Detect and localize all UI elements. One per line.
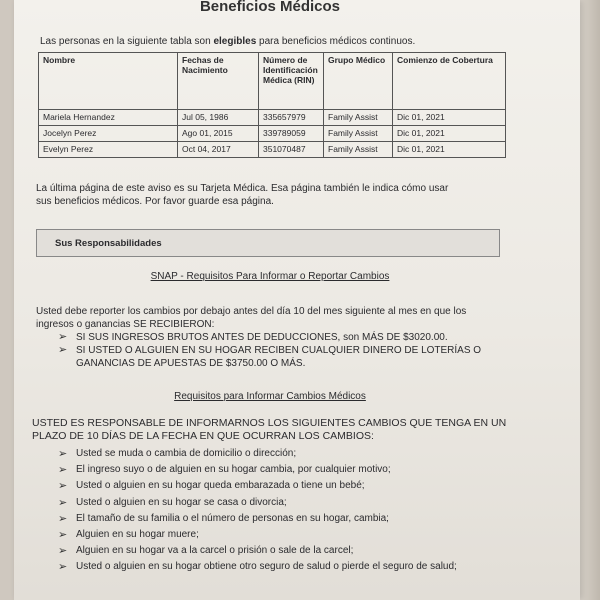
- table-cell: Dic 01, 2021: [393, 142, 506, 158]
- snap-section-title: SNAP - Requisitos Para Informar o Reportar Cambios: [150, 271, 390, 282]
- responsibilities-header-box: [36, 229, 500, 257]
- table-cell: Family Assist: [324, 142, 393, 158]
- list-item-text: Alguien en su hogar muere;: [76, 529, 199, 541]
- snap-requirements-list: [58, 331, 506, 370]
- table-row: [39, 142, 506, 158]
- page-title: Beneficios Médicos: [199, 0, 341, 15]
- list-item: [58, 495, 518, 511]
- arrow-bullet-icon: ➢: [58, 561, 68, 574]
- intro-prefix: Las personas en la siguiente tabla son: [40, 36, 214, 47]
- table-cell: Dic 01, 2021: [393, 110, 506, 126]
- list-item-text: El ingreso suyo o de alguien en su hogar cambia, por cualquier motivo;: [76, 464, 391, 476]
- list-item: [58, 462, 518, 478]
- medical-section-title: Requisitos para Informar Cambios Médicos: [174, 391, 366, 402]
- list-item: [58, 559, 518, 575]
- arrow-bullet-icon: ➢: [58, 512, 68, 525]
- table-row: [39, 110, 506, 126]
- arrow-bullet-icon: ➢: [58, 480, 68, 493]
- arrow-bullet-icon: ➢: [58, 529, 68, 542]
- column-header: Comienzo de Cobertura: [393, 53, 506, 110]
- column-header: Fechas de Nacimiento: [178, 53, 259, 110]
- arrow-bullet-icon: ➢: [58, 464, 68, 477]
- table-cell: Oct 04, 2017: [178, 142, 259, 158]
- table-cell: Dic 01, 2021: [393, 126, 506, 142]
- list-item: [58, 511, 518, 527]
- column-header: Número de Identificación Médica (RIN): [259, 53, 324, 110]
- table-cell: Jocelyn Perez: [39, 126, 178, 142]
- table-row: [39, 126, 506, 142]
- list-item-text: Usted o alguien en su hogar se casa o divorcia;: [76, 496, 287, 508]
- arrow-bullet-icon: ➢: [58, 545, 68, 558]
- background-edge: [580, 0, 600, 600]
- list-item: [58, 344, 506, 370]
- column-header: Grupo Médico: [324, 53, 393, 110]
- arrow-bullet-icon: ➢: [58, 344, 68, 356]
- list-item-text: SI USTED O ALGUIEN EN SU HOGAR RECIBEN CUALQUIER DINERO DE LOTERÍAS O GANANCIAS DE APUESTAS DE $3750.00 O MÁS.: [76, 345, 482, 369]
- list-item: [58, 543, 518, 559]
- table-cell: Ago 01, 2015: [178, 126, 259, 142]
- table-cell: Evelyn Perez: [39, 142, 178, 158]
- medical-changes-list: [58, 446, 518, 576]
- list-item-text: Usted o alguien en su hogar queda embarazada o tiene un bebé;: [76, 480, 365, 492]
- list-item: [58, 527, 518, 543]
- table-cell: Family Assist: [324, 126, 393, 142]
- table-cell: Jul 05, 1986: [178, 110, 259, 126]
- intro-text: [40, 36, 415, 47]
- list-item-text: Usted se muda o cambia de domicilio o dirección;: [76, 448, 297, 459]
- list-item: [58, 446, 518, 462]
- responsibilities-header: Sus Responsabilidades: [55, 238, 162, 249]
- arrow-bullet-icon: ➢: [58, 496, 68, 509]
- list-item-text: El tamaño de su familia o el número de personas en su hogar, cambia;: [76, 512, 389, 524]
- table-header-row: [39, 53, 506, 110]
- list-item-text: Alguien en su hogar va a la carcel o prisión o sale de la carcel;: [76, 545, 354, 557]
- list-item: [58, 478, 518, 494]
- medical-section-text: USTED ES RESPONSABLE DE INFORMARNOS LOS SIGUIENTES CAMBIOS QUE TENGA EN UN PLAZO DE 10 DÍAS DE LA FECHA EN QUE OCURRAN LOS CAMBIOS:: [32, 417, 507, 442]
- table-cell: 339789059: [259, 126, 324, 142]
- table-cell: Mariela Hernandez: [39, 110, 178, 126]
- intro-bold: elegibles: [213, 36, 257, 47]
- table-cell: 335657979: [259, 110, 324, 126]
- beneficiaries-table: [38, 52, 506, 158]
- list-item-text: Usted o alguien en su hogar obtiene otro seguro de salud o pierde el seguro de salud;: [76, 561, 457, 573]
- table-cell: 351070487: [259, 142, 324, 158]
- intro-suffix: para beneficios médicos continuos.: [256, 36, 416, 47]
- medical-card-note: La última página de este aviso es su Tarjeta Médica. Esa página también le indica cómo usar sus beneficios médicos. Por favor guarde esa página.: [36, 183, 449, 207]
- arrow-bullet-icon: ➢: [58, 448, 68, 460]
- document-page: [14, 0, 580, 600]
- table-cell: Family Assist: [324, 110, 393, 126]
- snap-section-text: Usted debe reporter los cambios por debajo antes del día 10 del mes siguiente al mes en que los ingresos o ganancias SE RECIBIERON:: [36, 306, 467, 330]
- column-header: Nombre: [39, 53, 178, 110]
- list-item: [58, 331, 506, 344]
- list-item-text: SI SUS INGRESOS BRUTOS ANTES DE DEDUCCIONES, son MÁS DE $3020.00.: [76, 332, 448, 343]
- arrow-bullet-icon: ➢: [58, 331, 68, 343]
